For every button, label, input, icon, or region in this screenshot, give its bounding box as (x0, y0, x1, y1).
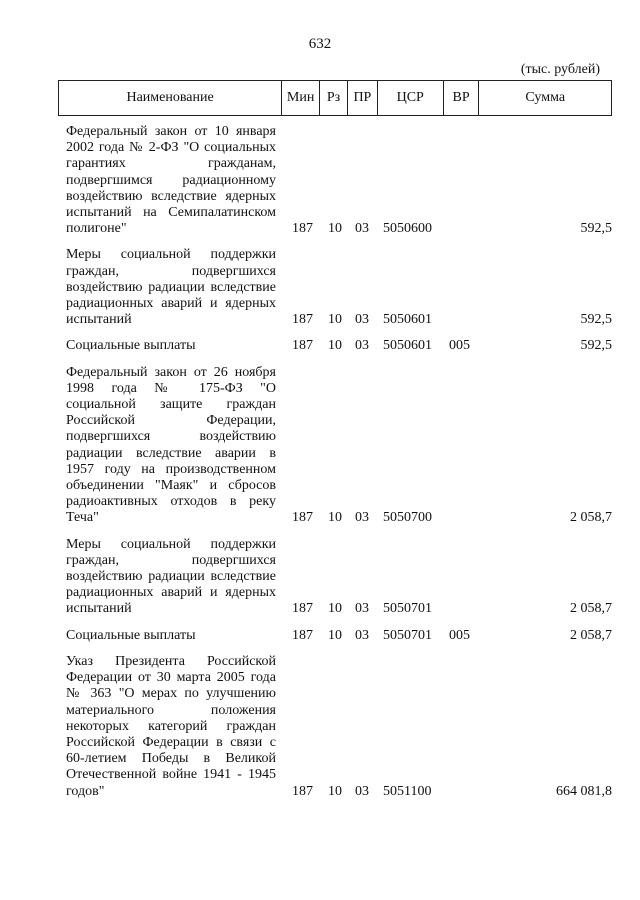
row-rz: 10 (328, 510, 342, 526)
row-min: 187 (292, 601, 313, 617)
row-name: Указ Президента Российской Федерации от 30 марта 2005 года № 363 "О мерах по улучшению материального положения некоторых категорий граждан Российской Федерации в связи с 60-летием Победы в Великой Отечественной войне 1941 - 1945 годов" (66, 653, 276, 799)
row-vr: 005 (449, 338, 470, 354)
row-rz: 10 (328, 338, 342, 354)
row-pr: 03 (355, 627, 369, 643)
table-row (66, 365, 612, 527)
row-min: 187 (292, 783, 313, 799)
table-row (66, 247, 612, 328)
row-name: Федеральный закон от 10 января 2002 года № 2-ФЗ "О социальных гарантиях гражданам, подвергшимся радиационному воздействию вследствие ядерных испытаний на Семипалатинском полигоне" (66, 124, 276, 237)
row-vr: 005 (449, 627, 470, 643)
page-number: 632 (308, 36, 332, 52)
column-header-pr: ПР (348, 81, 378, 115)
row-min: 187 (292, 338, 313, 354)
row-name: Социальные выплаты (66, 627, 196, 643)
column-header-csr: ЦСР (378, 81, 444, 115)
row-sum: 592,5 (580, 338, 612, 354)
row-csr: 5050700 (383, 510, 432, 526)
row-pr: 03 (355, 601, 369, 617)
row-pr: 03 (355, 510, 369, 526)
table-header (58, 80, 612, 116)
row-min: 187 (292, 627, 313, 643)
column-header-name: Наименование (59, 81, 282, 115)
table-body (66, 124, 612, 810)
table-row (66, 537, 612, 618)
row-min: 187 (292, 510, 313, 526)
row-name: Меры социальной поддержки граждан, подвергшихся воздействию радиации вследствие радиационных аварий и ядерных испытаний (66, 536, 276, 617)
column-header-min: Мин (282, 81, 320, 115)
table-row (66, 654, 612, 800)
row-min: 187 (292, 221, 313, 237)
row-min: 187 (292, 312, 313, 328)
row-pr: 03 (355, 312, 369, 328)
row-csr: 5050601 (383, 338, 432, 354)
row-csr: 5050600 (383, 221, 432, 237)
units-label: (тыс. рублей) (520, 62, 600, 77)
row-name: Федеральный закон от 26 ноября 1998 года № 175-ФЗ "О социальной защите граждан Российской Федерации, подвергшихся воздействию радиации вследствие аварии в 1957 году на производственном объединении "Маяк" и сбросов радиоактивных отходов в реку Теча" (66, 364, 276, 526)
row-sum: 592,5 (580, 312, 612, 328)
row-name: Социальные выплаты (66, 338, 196, 354)
row-rz: 10 (328, 221, 342, 237)
row-rz: 10 (328, 783, 342, 799)
row-rz: 10 (328, 312, 342, 328)
row-sum: 2 058,7 (570, 627, 612, 643)
table-row (66, 338, 612, 354)
row-pr: 03 (355, 338, 369, 354)
row-pr: 03 (355, 221, 369, 237)
row-name: Меры социальной поддержки граждан, подвергшихся воздействию радиации вследствие радиационных аварий и ядерных испытаний (66, 247, 276, 328)
column-header-sum: Сумма (525, 90, 566, 105)
row-csr: 5051100 (383, 783, 432, 799)
row-sum: 664 081,8 (556, 783, 612, 799)
row-sum: 2 058,7 (570, 601, 612, 617)
row-rz: 10 (328, 601, 342, 617)
column-header-vr: ВР (444, 81, 480, 115)
row-csr: 5050701 (383, 627, 432, 643)
row-sum: 2 058,7 (570, 510, 612, 526)
row-rz: 10 (328, 627, 342, 643)
column-header-rz: Рз (320, 81, 348, 115)
table-row (66, 124, 612, 237)
row-csr: 5050601 (383, 312, 432, 328)
row-csr: 5050701 (383, 601, 432, 617)
row-pr: 03 (355, 783, 369, 799)
table-row (66, 628, 612, 644)
row-sum: 592,5 (580, 221, 612, 237)
